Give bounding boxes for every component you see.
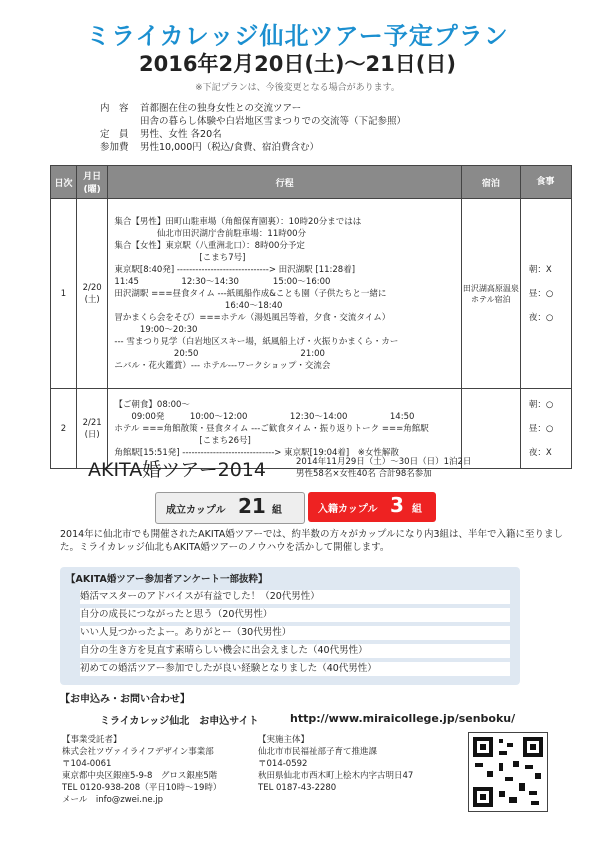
site-url-link[interactable]: http://www.miraicollege.jp/senboku/	[290, 712, 516, 725]
org-line: 秋田県仙北市西木町上桧木内字古明日47	[258, 771, 414, 781]
survey-item: いい人見つかったよー。ありがとー（30代男性）	[80, 626, 510, 640]
info-key: 参加費	[100, 142, 129, 153]
header-day: 日次	[51, 166, 77, 199]
date-label: 2/21	[82, 417, 102, 428]
date-label: 2/20	[82, 282, 102, 293]
itinerary-line: 11:45 12:30～14:30 15:00～16:00	[114, 276, 331, 287]
header-lodging: 宿泊	[461, 166, 520, 199]
meals-cell	[520, 389, 571, 469]
meal-dinner: 夜：X	[528, 447, 552, 458]
itinerary-line: 【ご朝食】08:00～	[114, 399, 190, 410]
itinerary-line: 16:40～18:40	[114, 300, 283, 311]
info-key: 定 員	[100, 129, 129, 140]
header-date: 月日(曜)	[76, 166, 108, 199]
survey-item: 初めての婚活ツアー参加でしたが良い経験となりました（40代男性）	[80, 662, 510, 676]
org-line: 【実施主体】	[258, 735, 310, 745]
itinerary-line: 仙北市田沢湖庁舎前駐車場：11時00分	[114, 228, 307, 239]
itinerary-line: 東京駅[8:40発] ------------------------------> 田沢湖駅 [11:28着]	[114, 264, 356, 275]
schedule-row-day1	[51, 199, 572, 389]
schedule-header-row	[51, 166, 572, 199]
day-number: 2	[51, 389, 77, 469]
itinerary-line: 19:00～20:30	[114, 324, 198, 335]
badge-label: 成立カップル	[166, 505, 226, 516]
info-key: 内 容	[100, 103, 129, 114]
day-number: 1	[51, 199, 77, 389]
lodging-cell: 田沢湖高原温泉 ホテル宿泊	[461, 199, 520, 389]
info-value: 男性、女性 各20名	[140, 129, 222, 140]
event-date: 2016年2月20日(土)～21日(日)	[139, 52, 456, 76]
org-line: TEL 0187-43-2280	[258, 783, 337, 793]
email-link[interactable]: メール info@zwei.ne.jp	[62, 795, 164, 805]
org-line: 株式会社ツヴァイライフデザイン事業部	[62, 747, 214, 757]
org-line: 仙北市市民福祉部子育て推進課	[258, 747, 378, 757]
org-line: 〒104-0061	[62, 759, 112, 769]
info-key	[100, 115, 140, 128]
qr-code-icon[interactable]	[468, 732, 548, 812]
day-date	[76, 199, 108, 389]
couples-formed-badge	[155, 492, 305, 524]
contact-heading-text: お申込み・お問い合わせ	[70, 694, 180, 705]
akita-detail	[296, 456, 471, 480]
header-itinerary: 行程	[108, 166, 461, 199]
weekday-label: (土)	[84, 294, 100, 305]
meal-breakfast: 朝：○	[528, 399, 554, 410]
akita-detail-line1: 2014年11月29日（土）～30日（日）1泊2日	[296, 457, 472, 467]
org-line: 東京都中央区銀座5-9-8 グロス銀座5階	[62, 771, 218, 781]
info-value: 男性10,000円（税込/食費、宿泊費含む）	[140, 142, 319, 153]
itinerary-line: [こまち7号]	[114, 252, 246, 263]
badge-label: 入籍カップル	[318, 504, 378, 515]
meal-lunch: 昼：○	[528, 288, 554, 299]
header-meals: 食事	[520, 166, 571, 199]
meal-lunch: 昼：○	[528, 423, 554, 434]
itinerary-line: 09:00発 10:00～12:00 12:30～14:00 14:50	[114, 411, 415, 422]
akita-detail-line2: 男性58名×女性40名 合計98名参加	[296, 469, 432, 479]
survey-item: 婚活マスターのアドバイスが有益でした！（20代男性）	[80, 590, 510, 604]
info-row	[100, 141, 406, 154]
itinerary-line: --- 雪まつり見学（白岩地区スキー場，紙風船上げ・火振りかまくら・カー	[114, 336, 399, 347]
itinerary-line: [こまち26号]	[114, 435, 251, 446]
site-label: ミライカレッジ仙北 お申込サイト	[100, 716, 259, 727]
couples-married-badge	[308, 492, 436, 522]
schedule-table	[50, 165, 572, 469]
itinerary-line: 集合【男性】田町山駐車場（角館保育園裏）：10時20分まではは	[114, 216, 362, 227]
badge-number: 21	[238, 494, 266, 518]
itinerary-line: ニバル・花火鑑賞）--- ホテル---ワークショップ・交流会	[114, 360, 331, 371]
itinerary-line: 冒かまくら会をそび）===ホテル（湯処風呂等着，夕食・交流タイム）	[114, 312, 391, 323]
org-line: 〒014-0592	[258, 759, 308, 769]
badge-unit: 組	[412, 504, 422, 515]
survey-item: 自分の生き方を見直す素晴らしい機会に出会えました（40代男性）	[80, 644, 510, 658]
badge-number: 3	[390, 493, 404, 517]
operator-info	[62, 734, 221, 806]
akita-title: AKITA婚ツアー2014	[88, 459, 266, 481]
org-line: 【事業受託者】	[62, 735, 122, 745]
meals-cell	[520, 199, 571, 389]
survey-item: 自分の成長につながったと思う（20代男性）	[80, 608, 510, 622]
info-row	[100, 115, 406, 128]
info-value: 田舎の暮らし体験や白岩地区雪まつりでの交流等（下記参照）	[140, 116, 407, 127]
badge-unit: 組	[272, 505, 282, 516]
change-note: ※下記プランは、今後変更となる場合があります。	[195, 83, 400, 93]
info-block	[100, 102, 406, 154]
org-line: TEL 0120-938-208（平日10時～19時）	[62, 783, 222, 793]
akita-description: 2014年に仙北市でも開催されたAKITA婚ツアーでは、約半数の方々がカップルになり内3組は、半年で入籍に至りました。ミライカレッジ仙北もAKITA婚ツアーのノウハウを活かして開催します。	[60, 529, 564, 553]
itinerary-line: 田沢湖駅 ===昼食タイム ---紙風船作成&ことも園（子供たちと一緒に	[114, 288, 387, 299]
meal-breakfast: 朝：X	[528, 264, 552, 275]
survey-heading: 【AKITA婚ツアー参加者アンケート一部抜粋】	[66, 574, 268, 585]
page-title: ミライカレッジ仙北ツアー予定プラン	[86, 22, 509, 50]
organizer-info	[258, 734, 413, 794]
meal-dinner: 夜：○	[528, 312, 554, 323]
itinerary-cell	[108, 199, 461, 389]
itinerary-line: 20:50 21:00	[114, 348, 325, 359]
itinerary-line: 角館駅[15:51発] ------------------------------> 東京駅[19:04着] ※女性解散	[114, 447, 399, 458]
contact-heading: 【お申込み・お問い合わせ】	[60, 694, 190, 705]
itinerary-line: ホテル ===角館散策・昼食タイム ---ご歓食タイム・振り返りトーク ===角館駅	[114, 423, 429, 434]
itinerary-line: 集合【女性】東京駅（八重洲北口）：8時00分予定	[114, 240, 305, 251]
info-row	[100, 102, 406, 115]
info-value: 首都圏在住の独身女性との交流ツアー	[140, 103, 302, 114]
weekday-label: (日)	[84, 429, 100, 440]
info-row	[100, 128, 406, 141]
